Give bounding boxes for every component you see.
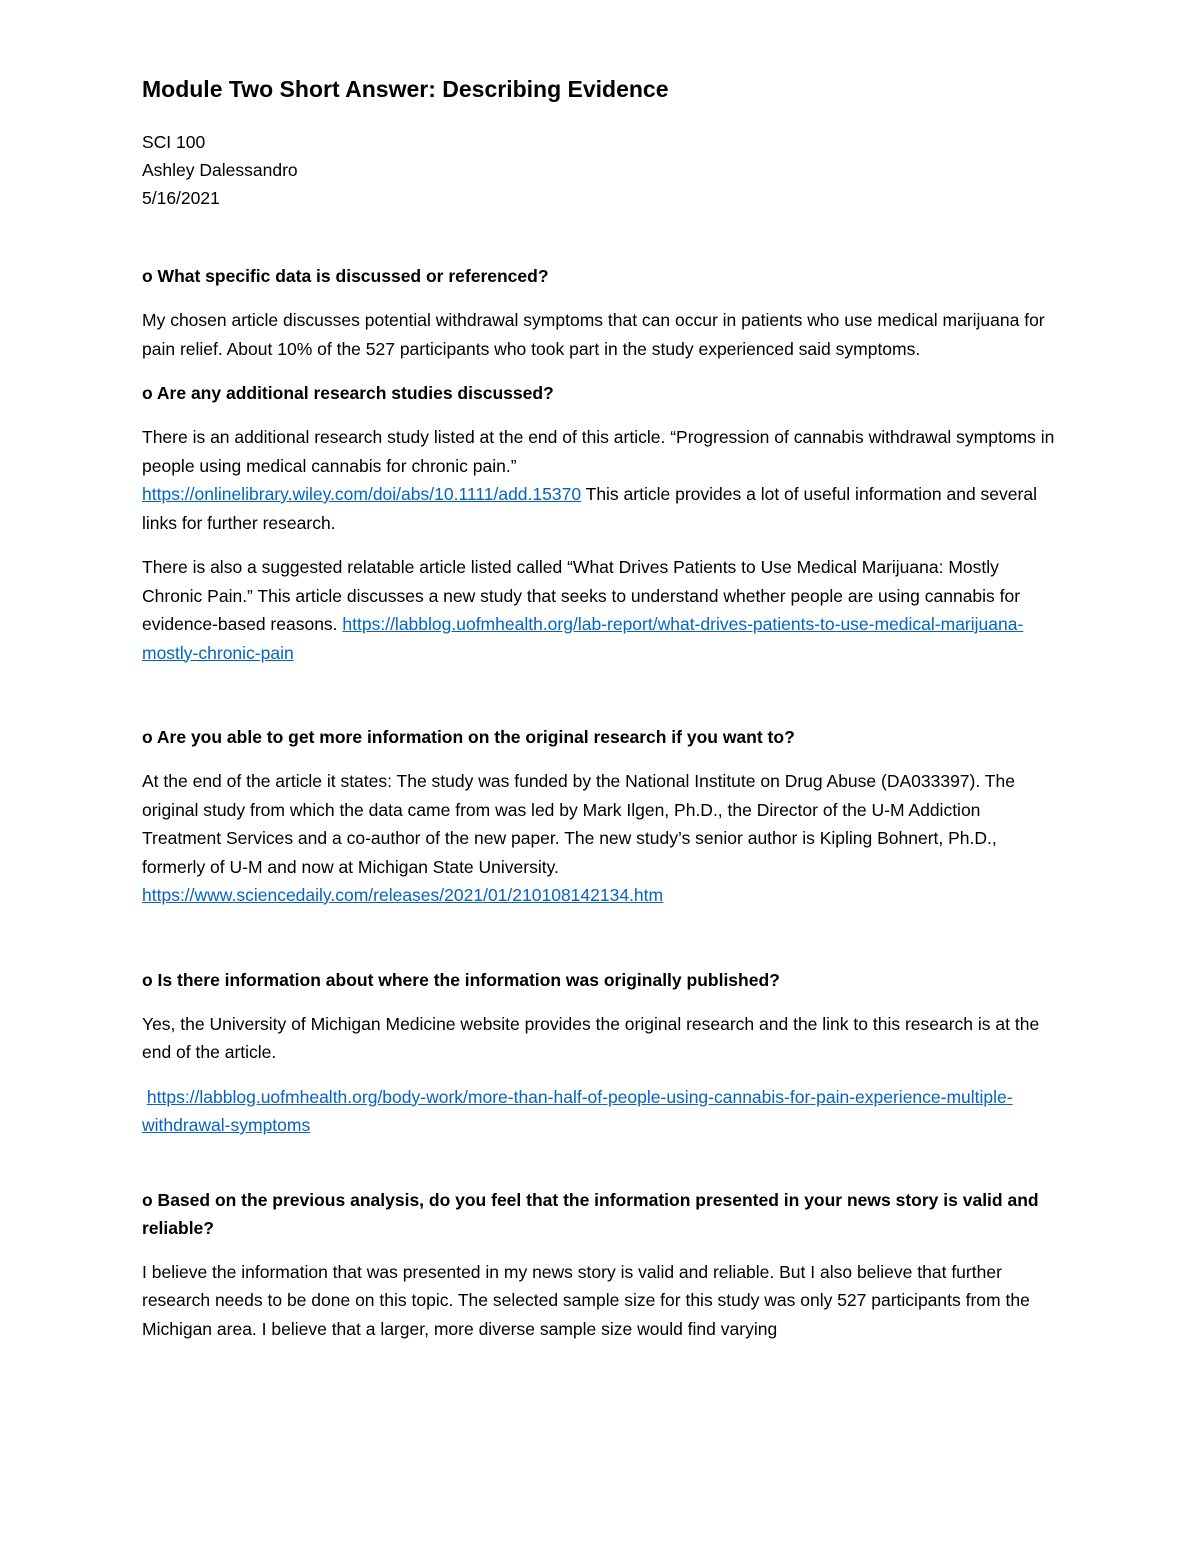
question-additional-studies: o Are any additional research studies discussed? — [142, 383, 554, 403]
answer-text: At the end of the article it states: The study was funded by the National Institute on Drug Abuse (DA033397). The original study from which the data came from was led by Mark Ilgen, Ph.D., the Director of the U-M Addiction Treatment Services and a co-author of the new paper. The new study’s senior author is Kipling Bohnert, Ph.D., formerly of U-M and now at Michigan State University. — [142, 771, 1015, 877]
answer-originally-published-link — [142, 1083, 1062, 1140]
question-specific-data: o What specific data is discussed or referenced? — [142, 266, 549, 286]
labblog-withdrawal-link[interactable]: https://labblog.uofmhealth.org/body-work/more-than-half-of-people-using-cannabis-for-pain-experience-multiple-withdrawal-symptoms — [142, 1086, 1013, 1135]
document-date: 5/16/2021 — [142, 188, 220, 208]
wiley-article-link[interactable]: https://onlinelibrary.wiley.com/doi/abs/10.1111/add.15370 — [142, 484, 582, 504]
question-more-information: o Are you able to get more information on the original research if you want to? — [142, 727, 795, 747]
question-valid-reliable: o Based on the previous analysis, do you feel that the information presented in your news story is valid and reliable? — [142, 1189, 1039, 1238]
spacer — [142, 926, 1062, 966]
document-page — [142, 74, 1062, 1359]
course-code: SCI 100 — [142, 132, 206, 152]
answer-text: There is also a suggested relatable article listed called “What Drives Patients to Use Medical Marijuana: Mostly Chronic Pain.” This article discusses a new study that seeks to understand whether people are using cannabis for evidence-based reasons. — [142, 557, 1021, 634]
document-meta — [142, 128, 1062, 212]
labblog-what-drives-link[interactable]: https://labblog.uofmhealth.org/lab-report/what-drives-patients-to-use-medical-marijuana-mostly-chronic-pain — [142, 614, 1024, 663]
sciencedaily-link[interactable]: https://www.sciencedaily.com/releases/2021/01/210108142134.htm — [142, 885, 664, 905]
answer-valid-reliable: I believe the information that was presented in my news story is valid and reliable. But I also believe that further research needs to be done on this topic. The selected sample size for this study was only 527 participants from the Michigan area. I believe that a larger, more diverse sample size would find varying — [142, 1261, 1030, 1339]
author-name: Ashley Dalessandro — [142, 160, 298, 180]
spacer — [142, 683, 1062, 723]
answer-additional-studies-2 — [142, 553, 1062, 667]
answer-additional-studies-1 — [142, 423, 1062, 537]
answer-text: There is an additional research study listed at the end of this article. “Progression of cannabis withdrawal symptoms in people using medical cannabis for chronic pain.” — [142, 427, 1055, 476]
question-originally-published: o Is there information about where the information was originally published? — [142, 969, 780, 990]
answer-specific-data: My chosen article discusses potential withdrawal symptoms that can occur in patients who use medical marijuana for pain relief. About 10% of the 527 participants who took part in the study experienced said symptoms. — [142, 310, 1045, 359]
answer-text: This article provides a lot of useful information and several links for further research. — [142, 484, 1037, 533]
answer-originally-published: Yes, the University of Michigan Medicine website provides the original research and the link to this research is at the end of the article. — [142, 1013, 1040, 1062]
answer-more-information — [142, 767, 1062, 910]
document-title: Module Two Short Answer: Describing Evidence — [142, 76, 669, 102]
spacer — [142, 1156, 1062, 1186]
